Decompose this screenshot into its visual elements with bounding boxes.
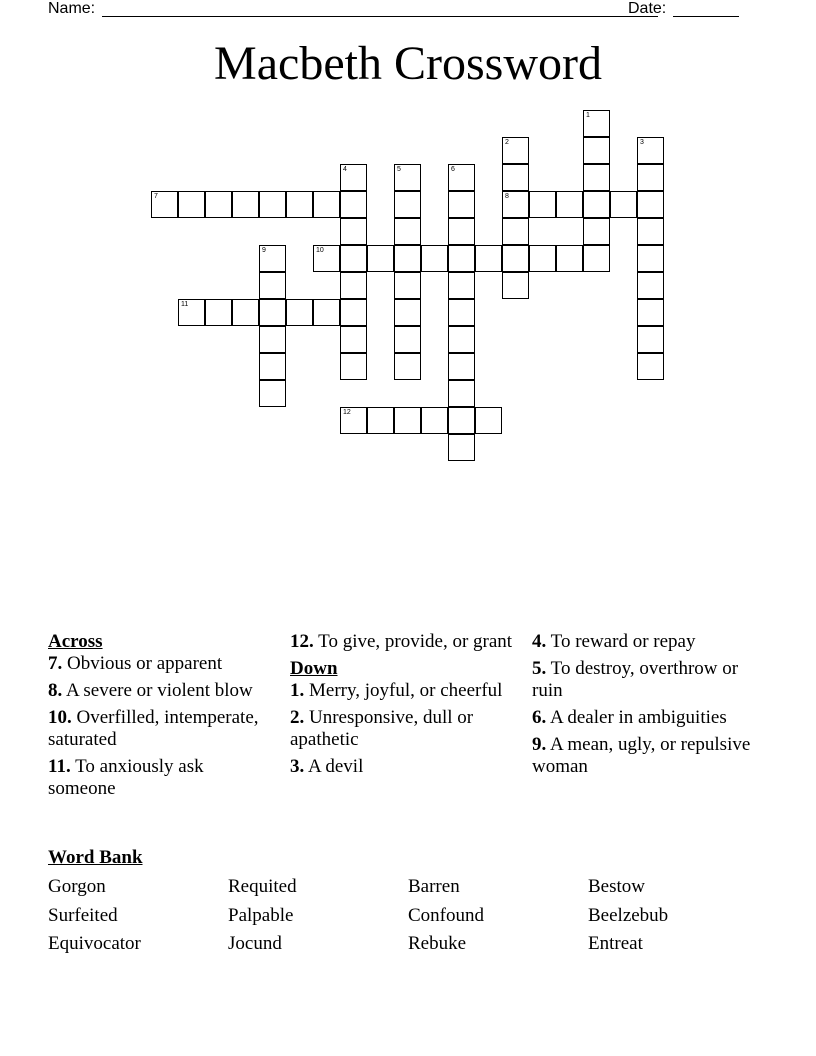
grid-cell[interactable] [583, 191, 610, 218]
word-bank-word: Bestow [588, 876, 645, 897]
clue-number: 8. [48, 680, 63, 701]
grid-cell[interactable] [448, 353, 475, 380]
clue-across-11 [48, 756, 263, 800]
grid-cell[interactable] [394, 407, 421, 434]
grid-cell[interactable] [556, 191, 583, 218]
clue-number-label: 6 [451, 166, 455, 173]
grid-cell[interactable] [448, 191, 475, 218]
grid-cell[interactable] [367, 407, 394, 434]
clue-down-1 [290, 680, 515, 702]
grid-cell[interactable] [394, 299, 421, 326]
grid-cell[interactable] [475, 245, 502, 272]
grid-cell[interactable] [259, 299, 286, 326]
clue-down-6 [532, 707, 757, 729]
clue-down-9 [532, 734, 757, 778]
grid-cell[interactable] [529, 245, 556, 272]
grid-cell[interactable] [556, 245, 583, 272]
grid-cell[interactable] [583, 245, 610, 272]
grid-cell[interactable] [637, 245, 664, 272]
name-label: Name: [48, 0, 96, 17]
grid-cell[interactable] [475, 407, 502, 434]
clue-across-10 [48, 707, 263, 751]
grid-cell[interactable] [313, 191, 340, 218]
grid-cell[interactable] [394, 326, 421, 353]
grid-cell[interactable] [259, 272, 286, 299]
grid-cell[interactable] [637, 353, 664, 380]
grid-cell[interactable] [232, 191, 259, 218]
clue-number: 1. [290, 680, 305, 701]
grid-cell[interactable] [340, 191, 367, 218]
grid-cell[interactable] [286, 191, 313, 218]
clue-number-label: 5 [397, 166, 401, 173]
clue-number-label: 11 [181, 301, 189, 308]
grid-cell[interactable] [340, 164, 367, 191]
clue-number: 6. [532, 707, 547, 728]
clue-down-2 [290, 707, 515, 751]
clue-across-12 [290, 631, 515, 653]
grid-cell[interactable] [502, 245, 529, 272]
word-bank-word: Equivocator [48, 933, 141, 954]
grid-cell[interactable] [340, 407, 367, 434]
grid-cell[interactable] [205, 299, 232, 326]
clue-across-8 [48, 680, 263, 702]
clue-across-7 [48, 653, 263, 675]
clue-number-label: 12 [343, 409, 351, 416]
clue-number: 10. [48, 707, 72, 728]
clue-text: Overfilled, intemperate, saturated [48, 707, 259, 750]
word-bank-heading: Word Bank [48, 847, 143, 868]
grid-cell[interactable] [502, 218, 529, 245]
clue-text: A devil [307, 756, 364, 777]
grid-cell[interactable] [394, 218, 421, 245]
clue-down-5 [532, 658, 757, 702]
clue-column-2 [290, 631, 515, 783]
clue-number: 4. [532, 631, 547, 652]
grid-cell[interactable] [637, 272, 664, 299]
clue-text: A mean, ugly, or repulsive woman [532, 734, 751, 777]
grid-cell[interactable] [259, 326, 286, 353]
grid-cell[interactable] [448, 407, 475, 434]
grid-cell[interactable] [340, 272, 367, 299]
grid-cell[interactable] [394, 245, 421, 272]
grid-cell[interactable] [637, 218, 664, 245]
clue-down-4 [532, 631, 757, 653]
grid-cell[interactable] [394, 191, 421, 218]
grid-cell[interactable] [178, 191, 205, 218]
grid-cell[interactable] [448, 272, 475, 299]
grid-cell[interactable] [340, 299, 367, 326]
clue-down-3 [290, 756, 515, 778]
clue-number-label: 8 [505, 193, 509, 200]
grid-cell[interactable] [340, 218, 367, 245]
word-bank-word: Requited [228, 876, 297, 897]
word-bank-word: Rebuke [408, 933, 467, 954]
grid-cell[interactable] [502, 191, 529, 218]
clue-number-label: 1 [586, 112, 590, 119]
clue-column-1 [48, 631, 263, 805]
grid-cell[interactable] [259, 380, 286, 407]
grid-cell[interactable] [394, 353, 421, 380]
clue-text: To anxiously ask someone [48, 756, 204, 799]
grid-cell[interactable] [583, 164, 610, 191]
word-bank-word: Entreat [588, 933, 643, 954]
grid-cell[interactable] [232, 299, 259, 326]
across-heading: Across [48, 631, 103, 652]
grid-cell[interactable] [340, 326, 367, 353]
grid-cell[interactable] [448, 299, 475, 326]
grid-cell[interactable] [367, 245, 394, 272]
grid-cell[interactable] [637, 299, 664, 326]
grid-cell[interactable] [502, 137, 529, 164]
grid-cell[interactable] [637, 137, 664, 164]
clue-number: 2. [290, 707, 305, 728]
grid-cell[interactable] [313, 245, 340, 272]
grid-cell[interactable] [340, 353, 367, 380]
grid-cell[interactable] [340, 245, 367, 272]
grid-cell[interactable] [259, 353, 286, 380]
word-bank-word: Gorgon [48, 876, 106, 897]
clue-number-label: 9 [262, 247, 266, 254]
clue-number: 5. [532, 658, 547, 679]
word-bank-word: Jocund [228, 933, 282, 954]
word-bank-word: Barren [408, 876, 460, 897]
grid-cell[interactable] [259, 245, 286, 272]
grid-cell[interactable] [448, 434, 475, 461]
grid-cell[interactable] [502, 164, 529, 191]
grid-cell[interactable] [151, 191, 178, 218]
grid-cell[interactable] [529, 191, 556, 218]
grid-cell[interactable] [610, 191, 637, 218]
grid-cell[interactable] [394, 164, 421, 191]
grid-cell[interactable] [637, 326, 664, 353]
word-bank-word: Confound [408, 905, 484, 926]
clue-number: 12. [290, 631, 314, 652]
clue-text: A severe or violent blow [65, 680, 253, 701]
word-bank-word: Beelzebub [588, 905, 669, 926]
clue-number-label: 3 [640, 139, 644, 146]
clue-text: Unresponsive, dull or apathetic [290, 707, 474, 750]
clue-text: Merry, joyful, or cheerful [309, 680, 503, 701]
grid-cell[interactable] [448, 380, 475, 407]
clue-number: 11. [48, 756, 71, 777]
clue-number-label: 2 [505, 139, 509, 146]
grid-cell[interactable] [448, 218, 475, 245]
grid-cell[interactable] [637, 191, 664, 218]
date-label: Date: [628, 0, 667, 17]
clue-text: To reward or repay [550, 631, 696, 652]
grid-cell[interactable] [502, 272, 529, 299]
down-heading: Down [290, 658, 338, 679]
clue-text: To destroy, overthrow or ruin [532, 658, 739, 701]
word-bank-word: Palpable [228, 905, 294, 926]
clue-number: 3. [290, 756, 305, 777]
clue-text: To give, provide, or grant [318, 631, 513, 652]
grid-cell[interactable] [448, 326, 475, 353]
clue-number-label: 10 [316, 247, 324, 254]
grid-cell[interactable] [421, 407, 448, 434]
grid-cell[interactable] [583, 218, 610, 245]
clue-text: A dealer in ambiguities [549, 707, 727, 728]
grid-cell[interactable] [313, 299, 340, 326]
clue-number-label: 4 [343, 166, 347, 173]
grid-cell[interactable] [259, 191, 286, 218]
grid-cell[interactable] [178, 299, 205, 326]
clue-number-label: 7 [154, 193, 158, 200]
clue-column-3 [532, 631, 757, 783]
clue-number: 9. [532, 734, 547, 755]
grid-cell[interactable] [448, 245, 475, 272]
grid-cell[interactable] [394, 272, 421, 299]
grid-cell[interactable] [583, 110, 610, 137]
grid-cell[interactable] [421, 245, 448, 272]
clue-number: 7. [48, 653, 63, 674]
grid-cell[interactable] [205, 191, 232, 218]
word-bank-word: Surfeited [48, 905, 118, 926]
grid-cell[interactable] [637, 164, 664, 191]
grid-cell[interactable] [286, 299, 313, 326]
grid-cell[interactable] [583, 137, 610, 164]
page-title: Macbeth Crossword [214, 37, 602, 90]
grid-cell[interactable] [448, 164, 475, 191]
clue-text: Obvious or apparent [67, 653, 223, 674]
